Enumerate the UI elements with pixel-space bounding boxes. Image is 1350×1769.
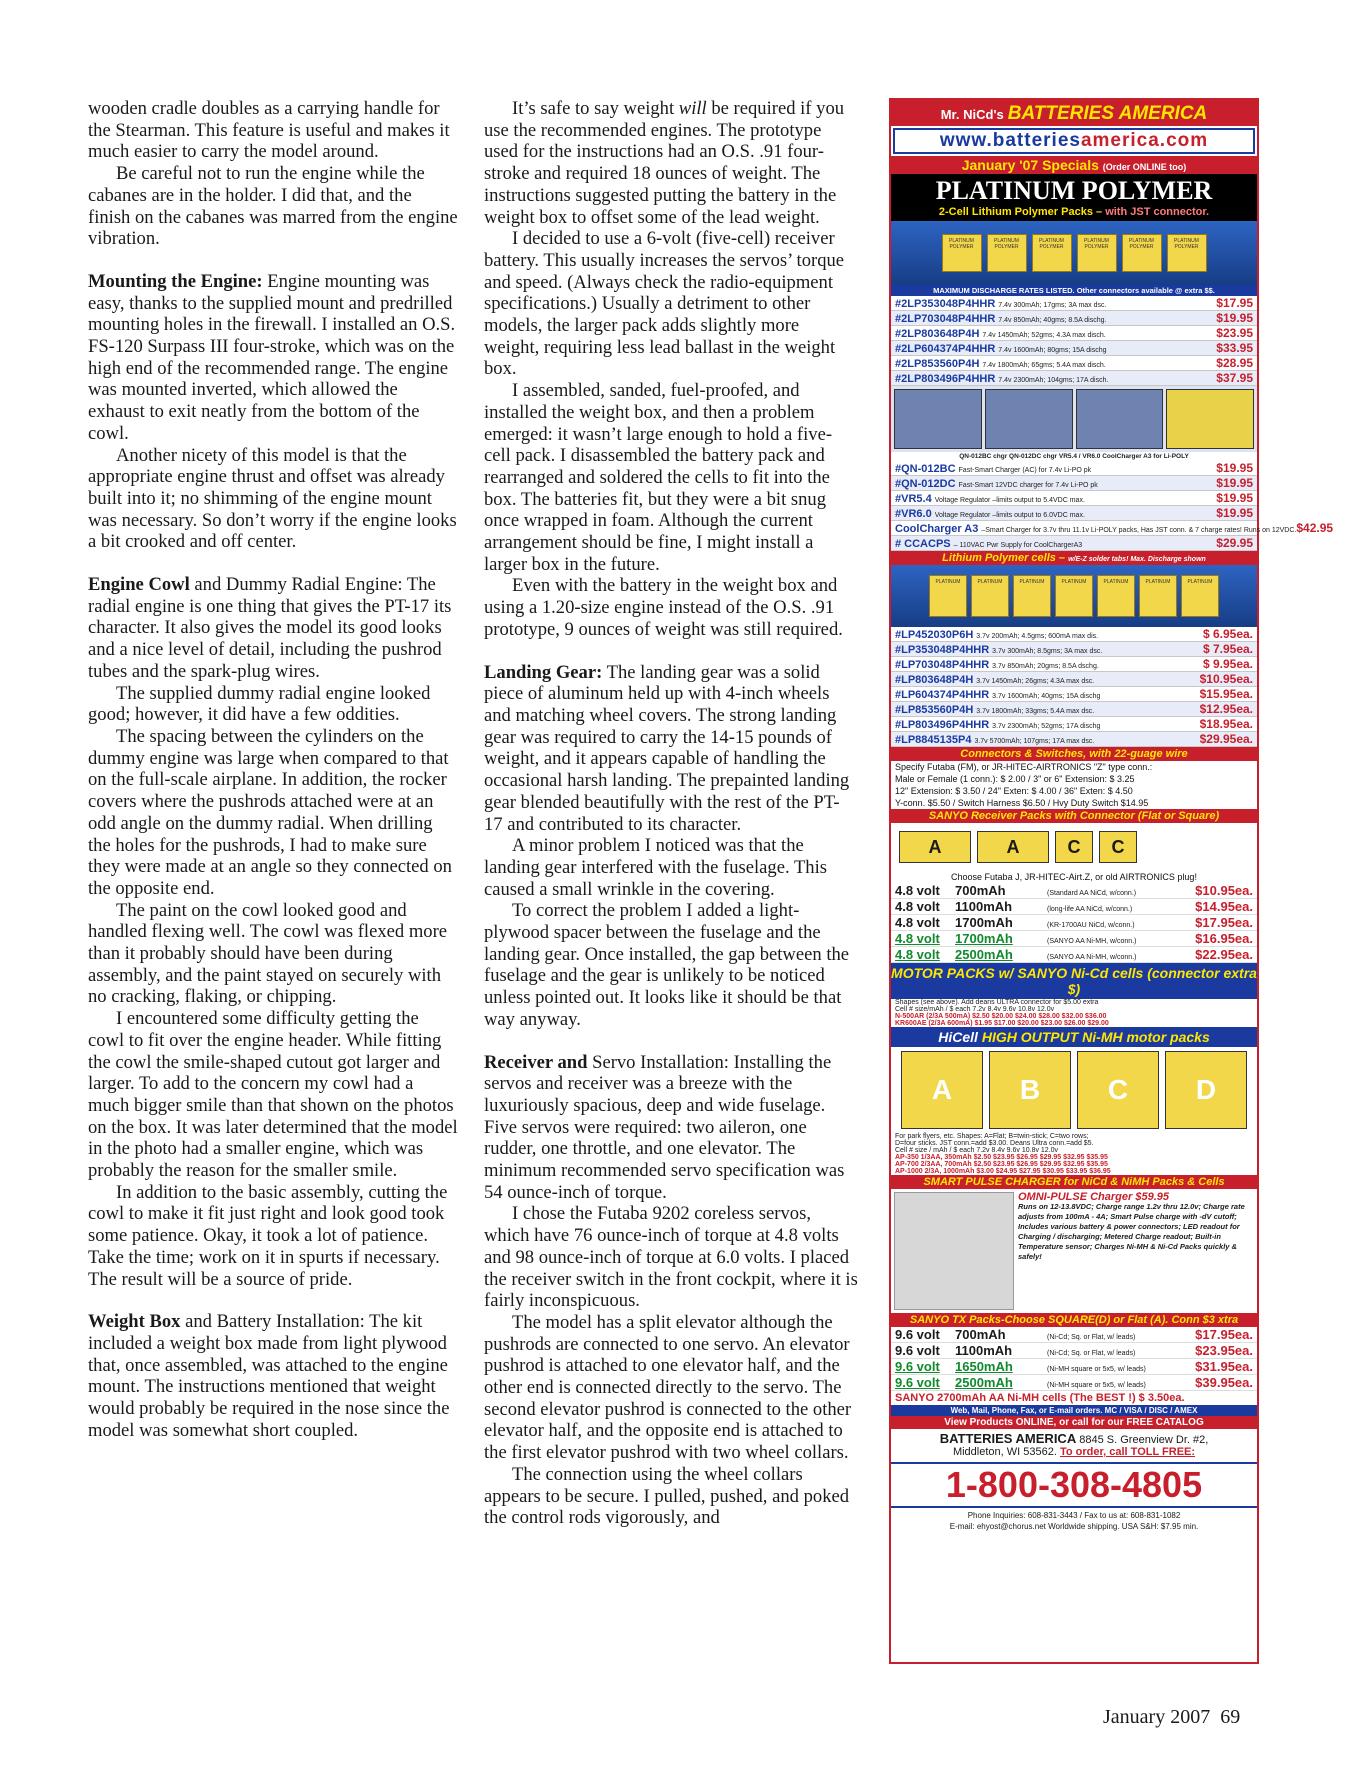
product-code: CoolCharger A3 bbox=[895, 523, 979, 535]
charger-list bbox=[891, 461, 1334, 551]
pack-note: (Ni-MH square or 5x5, w/ leads) bbox=[1047, 1382, 1146, 1389]
voltage: 4.8 volt bbox=[895, 931, 940, 946]
page-number: 69 bbox=[1220, 1706, 1241, 1728]
paragraph: I decided to use a 6-volt (five-cell) receiver battery. This usually increases the servos’ torque and speed. (Always check the radio-equipment specifications.) Usually a detriment to other models, the larger pack adds slightly more weight, requiring less lead ballast in the weight box. bbox=[484, 228, 845, 380]
cell-image: PLATINUM bbox=[1013, 575, 1051, 617]
lipo-cells-bar bbox=[891, 551, 1257, 565]
brand-small: Mr. NiCd's bbox=[940, 107, 1004, 122]
pack-shapes bbox=[891, 823, 1257, 871]
product-price: $17.95 bbox=[1216, 296, 1253, 310]
ad-line: Cell # size/mAh / $ each 7.2v 8.4v 9.6v 10.8v 12.0v bbox=[895, 1006, 1055, 1013]
paragraph-text: be required if you use the recommended engines. The prototype used for the instructions had an O.S. .91 four-stroke and required 18 ounces of weight. The instructions suggested putting the battery in the weight box to offset some of the lead weight. bbox=[484, 98, 845, 228]
pack-note: (Ni-Cd; Sq. or Flat, w/ leads) bbox=[1047, 1334, 1136, 1341]
pack-note: (SANYO AA Ni-MH, w/conn.) bbox=[1047, 938, 1137, 945]
price-row bbox=[891, 341, 1257, 356]
paragraph: The spacing between the cylinders on the dummy engine was large when compared to that on the full-scale airplane. In addition, the rocker covers where the pushrods attached were at an odd angle on the dummy radial. When drilling the holes for the pushrods, I had to make sure they were made at an angle so they connected on the opposite end. bbox=[88, 725, 452, 899]
battery-pack-image: PLATINUM POLYMER bbox=[1032, 234, 1072, 272]
product-spec: 3.7v 5700mAh; 107gms; 17A max dsc. bbox=[974, 738, 1095, 745]
ad-line: N-500AR (2/3A 500mA) $2.50 $20.00 $24.00 $28.00 $32.00 $36.00 bbox=[895, 1013, 1107, 1020]
product-spec: 3.7v 1600mAh; 40gms; 15A dischg bbox=[992, 693, 1101, 700]
product-code: #2LP353048P4HHR bbox=[895, 298, 996, 310]
sub-text: 2-Cell Lithium Polymer Packs – bbox=[938, 206, 1106, 218]
hicell-title: HIGH OUTPUT Ni-MH motor packs bbox=[981, 1029, 1210, 1045]
price-row bbox=[891, 702, 1257, 717]
charger-photo bbox=[891, 386, 1257, 452]
price-row bbox=[891, 521, 1334, 536]
paragraph: I chose the Futaba 9202 coreless servos, which have 76 ounce-inch of torque at 4.8 volts and 98 ounce-inch of torque at 6.0 volts. I placed the receiver switch in the front cockpit, where it is fairly inconspicuous. bbox=[484, 1203, 858, 1312]
paragraph-text: and Dummy Radial Engine: The radial engine is one thing that gives the PT-17 its character. It also gives the model its good looks and a nice level of detail, including the pushrod tubes and the spark-plug wires. bbox=[88, 574, 452, 682]
pulse-charger-bar: SMART PULSE CHARGER for NiCd & NiMH Packs & Cells bbox=[891, 1175, 1257, 1189]
product-code: #2LP604374P4HHR bbox=[895, 343, 996, 355]
product-code: #LP452030P6H bbox=[895, 629, 974, 641]
product-price: $ 7.95ea. bbox=[1202, 642, 1253, 656]
product-code: #2LP853560P4H bbox=[895, 358, 980, 370]
product-code: #QN-012BC bbox=[895, 463, 956, 475]
tx-pack-list bbox=[891, 1327, 1257, 1391]
ad-line: For park flyers, etc. Shapes: A=Flat; B=twin-stick; C=two rows; bbox=[895, 1133, 1089, 1140]
pack-price: $23.95ea. bbox=[1195, 1343, 1253, 1358]
pulse-title: OMNI-PULSE Charger $59.95 bbox=[1018, 1191, 1169, 1203]
voltage: 9.6 volt bbox=[895, 1327, 940, 1342]
battery-pack-image: PLATINUM POLYMER bbox=[1077, 234, 1117, 272]
pulse-charger bbox=[891, 1189, 1257, 1313]
pack-row bbox=[891, 1359, 1257, 1375]
product-code: #VR6.0 bbox=[895, 508, 932, 520]
product-price: $19.95 bbox=[1216, 461, 1253, 475]
page-footer bbox=[1103, 1706, 1240, 1729]
pack-row bbox=[891, 1343, 1257, 1359]
price-row bbox=[891, 476, 1257, 491]
ad-line: Cell # size / mAh / $ each 7.2v 8.4v 9.6v 10.8v 12.0v bbox=[895, 1147, 1059, 1154]
ad-line: 12" Extension: $ 3.50 / 24" Exten: $ 4.00 / 36" Exten: $ 4.50 bbox=[895, 786, 1133, 796]
address-line: Middleton, WI 53562. bbox=[952, 1446, 1057, 1458]
product-spec: Fast-Smart Charger (AC) for 7.4v Li-PO pk bbox=[958, 467, 1092, 474]
paragraph bbox=[484, 98, 858, 228]
product-price: $10.95ea. bbox=[1199, 672, 1253, 686]
cell-image: PLATINUM bbox=[1097, 575, 1135, 617]
paragraph: I encountered some difficulty getting the cowl to fit over the engine header. While fitting the cowl the smile-shaped cutout got larger and larger. To add to the concern my cowl had a much bigger smile than that shown on the photos on the box. It was later determined that the model in the photo had a smaller engine, which was probably the reason for the smaller smile. bbox=[88, 1008, 458, 1182]
order-bar: Web, Mail, Phone, Fax, or E-mail orders. MC / VISA / DISC / AMEX bbox=[891, 1405, 1257, 1416]
paragraph: The model has a split elevator although the pushrods are connected to one servo. An elevator pushrod is attached to one elevator half, and the other end is connected directly to the servo. The second elevator pushrod is connected to the other elevator half, and the opposite end is attached to the first elevator pushrod with two wheel collars. bbox=[484, 1311, 852, 1464]
pack-row bbox=[891, 947, 1257, 963]
voltage: 4.8 volt bbox=[895, 899, 940, 914]
motor-pack-table bbox=[891, 999, 1257, 1027]
ad-line: Male or Female (1 conn.): $ 2.00 / 3" or 6" Extension: $ 3.25 bbox=[895, 774, 1135, 784]
battery-pack-image: PLATINUM POLYMER bbox=[1122, 234, 1162, 272]
pulse-description: Runs on 12-13.8VDC; Charge range 1.2v thru 12.0v; Charge rate adjusts from 100mA - 4A; Smart Pulse charge with -dV cutoff; Includes various battery & power connectors; LED readout for Charging / discharging; Metered Charge readout; Built-in Temperature sensor; Charges Ni-MH & Ni-Cd Packs quickly & safely! bbox=[1018, 1202, 1245, 1261]
product-price: $23.95 bbox=[1216, 326, 1253, 340]
hicell-table bbox=[891, 1133, 1257, 1175]
motor-packs-bar: MOTOR PACKS w/ SANYO Ni-Cd cells (connector extra $) bbox=[891, 965, 1257, 997]
charger-image bbox=[894, 389, 982, 449]
hicell-shape: D bbox=[1165, 1051, 1247, 1129]
product-code: #LP803496P4HHR bbox=[895, 719, 990, 731]
product-spec: Voltage Regulator –limits output to 6.0VDC max. bbox=[934, 512, 1085, 519]
paragraph: I assembled, sanded, fuel-proofed, and installed the weight box, and then a problem emerged: it wasn’t large enough to hold a five-cell pack. I disassembled the battery pack and rearranged and soldered the cells to fit into the box. The batteries fit, but they were a bit snug once wrapped in foam. Although the current arrangement should be fine, I might install a larger box in the future. bbox=[484, 380, 833, 575]
product-spec: 7.4v 1600mAh; 80gms; 15A dischg bbox=[998, 347, 1107, 354]
bar-note: w/E-Z solder tabs! Max. Discharge shown bbox=[1068, 556, 1206, 563]
product-price: $33.95 bbox=[1216, 341, 1253, 355]
product-price: $19.95 bbox=[1216, 491, 1253, 505]
hicell-shapes bbox=[891, 1047, 1257, 1133]
ad-line: D=four sticks. JST conn.=add $3.00. Deans Ultra conn.=add $5. bbox=[895, 1140, 1094, 1147]
paragraph: Another nicety of this model is that the appropriate engine thrust and offset was already built into it; no shimming of the engine mount was necessary. So don’t worry if the engine looks a bit crooked and off center. bbox=[88, 444, 457, 553]
pack-price: $10.95ea. bbox=[1195, 883, 1253, 898]
pack-row bbox=[891, 1375, 1257, 1391]
connector-list bbox=[891, 761, 1257, 809]
paragraph-landing-gear bbox=[484, 662, 858, 836]
product-spec: 3.7v 850mAh; 20gms; 8.5A dschg. bbox=[992, 663, 1099, 670]
subhead-mounting: Mounting the Engine: bbox=[88, 270, 263, 292]
receiver-pack-list bbox=[891, 883, 1257, 963]
paragraph-text: The landing gear was a solid piece of aluminum held up with 4-inch wheels and matching wheel covers. The strong landing gear was required to carry the 14-15 pounds of weight, and it appears capable of handling the occasional harsh landing. The prepainted landing gear blended beautifully with the rest of the PT-17 and contributed to its character. bbox=[484, 661, 850, 835]
pack-price: $16.95ea. bbox=[1195, 931, 1253, 946]
product-spec: 7.4v 300mAh; 17gms; 3A max dsc. bbox=[998, 302, 1107, 309]
product-code: #LP703048P4HHR bbox=[895, 659, 990, 671]
capacity: 700mAh bbox=[955, 1327, 1006, 1342]
product-code: #LP853560P4H bbox=[895, 704, 974, 716]
coolcharger-image bbox=[1166, 389, 1254, 449]
address bbox=[891, 1429, 1257, 1460]
charger-caption: QN-012BC chgr QN-012DC chgr VR5.4 / VR6.0 CoolCharger A3 for Li-POLY bbox=[959, 453, 1189, 460]
product-price: $ 9.95ea. bbox=[1202, 657, 1253, 671]
pack-note: (SANYO AA Ni-MH, w/conn.) bbox=[1047, 954, 1137, 961]
price-row bbox=[891, 717, 1257, 732]
price-row bbox=[891, 672, 1257, 687]
specials-banner bbox=[891, 156, 1257, 174]
toll-free-number: 1-800-308-4805 bbox=[891, 1462, 1257, 1508]
product-spec: Fast-Smart 12VDC charger for 7.4v Li-PO pk bbox=[958, 482, 1098, 489]
paragraph-text: and Battery Installation: The kit included a weight box made from light plywood that, once assembled, was attached to the engine mount. The instructions mentioned that weight would probably be required in the nose since the model was somewhat short coupled. bbox=[88, 1311, 450, 1441]
subhead-weightbox: Weight Box bbox=[88, 1311, 181, 1333]
cell-image: PLATINUM bbox=[1055, 575, 1093, 617]
pack-row bbox=[891, 883, 1257, 899]
hicell-shape: A bbox=[901, 1051, 983, 1129]
product-code: #VR5.4 bbox=[895, 493, 932, 505]
price-row bbox=[891, 687, 1257, 702]
voltage: 9.6 volt bbox=[895, 1343, 940, 1358]
cell-image: PLATINUM bbox=[971, 575, 1009, 617]
cell-image: PLATINUM bbox=[1181, 575, 1219, 617]
issue-date: January 2007 bbox=[1103, 1706, 1211, 1728]
price-row bbox=[891, 311, 1257, 326]
product-code: #LP353048P4HHR bbox=[895, 644, 990, 656]
choose-plug: Choose Futaba J, JR-HITEC-Airt.Z, or old AIRTRONICS plug! bbox=[951, 872, 1197, 882]
phone-inquiries: Phone Inquiries: 608-831-3443 / Fax to us at: 608-831-1082 bbox=[967, 1511, 1181, 1520]
product-price: $19.95 bbox=[1216, 506, 1253, 520]
battery-pack-image: PLATINUM POLYMER bbox=[987, 234, 1027, 272]
price-row bbox=[891, 371, 1257, 386]
sanyo-receiver-bar: SANYO Receiver Packs with Connector (Flat or Square) bbox=[891, 809, 1257, 823]
cell-image: PLATINUM bbox=[929, 575, 967, 617]
voltage: 4.8 volt bbox=[895, 947, 940, 962]
product-spec: 7.4v 850mAh; 40gms; 8.5A dischg. bbox=[998, 317, 1107, 324]
view-bar: View Products ONLINE, or call for our FREE CATALOG bbox=[891, 1416, 1257, 1429]
pack-note: (KR-1700AU NiCd, w/conn.) bbox=[1047, 922, 1135, 929]
battery-pack-image: PLATINUM POLYMER bbox=[942, 234, 982, 272]
pulse-charger-image bbox=[894, 1192, 1014, 1310]
charger-image bbox=[985, 389, 1073, 449]
shape-letter: C bbox=[1099, 831, 1137, 863]
pack-price: $31.95ea. bbox=[1195, 1359, 1253, 1374]
paragraph: In addition to the basic assembly, cutting the cowl to make it fit just right and look good took some patience. Okay, it took a lot of patience. Take the time; work on it in spurts if necessary. The result will be a source of pride. bbox=[88, 1181, 448, 1290]
battery-pack-image: PLATINUM POLYMER bbox=[1167, 234, 1207, 272]
pack-note: (Ni-MH square or 5x5, w/ leads) bbox=[1047, 1366, 1146, 1373]
pack-note: (Standard AA NiCd, w/conn.) bbox=[1047, 890, 1137, 897]
pack-row bbox=[891, 915, 1257, 931]
paragraph-text: It’s safe to say weight bbox=[512, 98, 679, 119]
article-column-middle bbox=[484, 98, 858, 1529]
ad-line: AP-1000 2/3A, 1000mAh $3.00 $24.95 $27.95 $30.95 $33.95 $36.95 bbox=[895, 1168, 1111, 1175]
pack-row bbox=[891, 1327, 1257, 1343]
paragraph: Be careful not to run the engine while the cabanes are in the holder. I did that, and the finish on the cabanes was marred from the engine vibration. bbox=[88, 163, 458, 250]
hicell-bar bbox=[891, 1027, 1257, 1047]
cell-image: PLATINUM bbox=[1139, 575, 1177, 617]
ad-line: Y-conn. $5.50 / Switch Harness $6.50 / Hvy Duty Switch $14.95 bbox=[895, 798, 1149, 808]
ad-line: Specify Futaba (FM), or JR-HITEC-AIRTRONICS "Z" type conn.: bbox=[895, 762, 1153, 772]
pack-row bbox=[891, 931, 1257, 947]
product-price: $15.95ea. bbox=[1199, 687, 1253, 701]
paragraph-text: Engine mounting was easy, thanks to the supplied mount and predrilled mounting holes in the firewall. I installed an O.S. FS-120 Surpass III four-stroke, which was on the high end of the recommended range. The engine was mounted inverted, which allowed the exhaust to exit neatly from the bottom of the cowl. bbox=[88, 270, 456, 444]
pack-row bbox=[891, 899, 1257, 915]
shape-letter: A bbox=[899, 831, 971, 863]
product-price: $28.95 bbox=[1216, 356, 1253, 370]
product-spec: 7.4v 1450mAh; 52gms; 4.3A max disch. bbox=[982, 332, 1106, 339]
product-spec: 7.4v 1800mAh; 65gms; 5.4A max disch. bbox=[982, 362, 1106, 369]
product-code: #2LP803496P4HHR bbox=[895, 373, 996, 385]
product-price: $19.95 bbox=[1216, 311, 1253, 325]
capacity: 1650mAh bbox=[955, 1359, 1013, 1374]
product-price: $37.95 bbox=[1216, 371, 1253, 385]
shape-letter: A bbox=[977, 831, 1049, 863]
pack-note: (Ni-Cd; Sq. or Flat, w/ leads) bbox=[1047, 1350, 1136, 1357]
pack-photo bbox=[891, 221, 1257, 285]
tx-packs-bar: SANYO TX Packs-Choose SQUARE(D) or Flat (A). Conn $3 xtra bbox=[891, 1313, 1257, 1327]
ad-line: Shapes (see above). Add deans ULTRA connector for $5.00 extra bbox=[895, 999, 1099, 1006]
two-cell-pack-list bbox=[891, 296, 1257, 386]
product-spec: 3.7v 1800mAh; 33gms; 5.4A max dsc. bbox=[976, 708, 1095, 715]
url-part: america.com bbox=[1080, 130, 1209, 151]
max-discharge-bar: MAXIMUM DISCHARGE RATES LISTED. Other connectors available @ extra $$. bbox=[891, 285, 1257, 296]
subhead-landing-gear: Landing Gear: bbox=[484, 661, 603, 683]
paragraph-mounting bbox=[88, 271, 458, 445]
hicell-brand: HiCell bbox=[938, 1029, 978, 1045]
sanyo-aa: SANYO 2700mAh AA Ni-MH cells (The BEST !) $ 3.50ea. bbox=[895, 1392, 1185, 1404]
hicell-shape: B bbox=[989, 1051, 1071, 1129]
voltage: 9.6 volt bbox=[895, 1375, 940, 1390]
shape-letter: C bbox=[1055, 831, 1093, 863]
ad-url bbox=[893, 128, 1255, 154]
emphasis: will bbox=[678, 98, 707, 119]
product-code: #QN-012DC bbox=[895, 478, 956, 490]
specials-note: (Order ONLINE too) bbox=[1102, 162, 1187, 172]
brand-name: BATTERIES AMERICA bbox=[1007, 103, 1208, 124]
paragraph: To correct the problem I added a light-plywood spacer between the fuselage and the landing gear. Once installed, the gap between the fuselage and the gear is unlikely to be noticed unless pointed out. It looks like it should be that way anyway. bbox=[484, 900, 850, 1030]
paragraph-cowl bbox=[88, 574, 458, 683]
voltage: 9.6 volt bbox=[895, 1359, 940, 1374]
capacity: 2500mAh bbox=[955, 947, 1013, 962]
article-column-left bbox=[88, 98, 458, 1441]
price-row bbox=[891, 506, 1257, 521]
product-code: #2LP803648P4H bbox=[895, 328, 980, 340]
batteries-america-ad bbox=[889, 98, 1334, 1664]
platinum-sub bbox=[891, 206, 1257, 221]
product-price: $42.95 bbox=[1296, 521, 1334, 535]
url-part: www.batteries bbox=[939, 130, 1081, 151]
voltage: 4.8 volt bbox=[895, 915, 940, 930]
product-price: $18.95ea. bbox=[1199, 717, 1253, 731]
pack-price: $14.95ea. bbox=[1195, 899, 1253, 914]
product-spec: – 110VAC Pwr Supply for CoolChargerA3 bbox=[953, 542, 1083, 549]
product-price: $29.95 bbox=[1216, 536, 1253, 550]
price-row bbox=[891, 642, 1257, 657]
bar-text: Lithium Polymer cells – bbox=[942, 552, 1066, 564]
ad-header bbox=[891, 100, 1257, 126]
sub-text: with JST connector. bbox=[1105, 206, 1210, 218]
paragraph: The supplied dummy radial engine looked good; however, it did have a few oddities. bbox=[88, 682, 431, 726]
capacity: 1700mAh bbox=[955, 931, 1013, 946]
capacity: 1100mAh bbox=[955, 899, 1013, 914]
subhead-cowl: Engine Cowl bbox=[88, 574, 190, 596]
cells-photo bbox=[891, 565, 1257, 627]
product-price: $ 6.95ea. bbox=[1202, 627, 1253, 641]
price-row bbox=[891, 356, 1257, 371]
product-price: $12.95ea. bbox=[1199, 702, 1253, 716]
paragraph-receiver bbox=[484, 1052, 858, 1204]
price-row bbox=[891, 536, 1257, 551]
email-line: E-mail: ehyost@chorus.net Worldwide shipping. USA S&H: $7.95 min. bbox=[949, 1522, 1199, 1531]
product-price: $19.95 bbox=[1216, 476, 1253, 490]
product-spec: 3.7v 200mAh; 4.5gms; 600mA max dis. bbox=[976, 633, 1099, 640]
price-row bbox=[891, 732, 1257, 747]
price-row bbox=[891, 461, 1257, 476]
product-code: #LP8845135P4 bbox=[895, 734, 972, 746]
product-spec: 7.4v 2300mAh; 104gms; 17A disch. bbox=[998, 377, 1109, 384]
capacity: 1100mAh bbox=[955, 1343, 1013, 1358]
product-spec: 3.7v 300mAh; 8.5gms; 3A max dsc. bbox=[992, 648, 1103, 655]
product-code: #2LP703048P4HHR bbox=[895, 313, 996, 325]
ad-line: AP-350 1/3AA, 350mAh $2.50 $23.95 $26.95 $29.95 $32.95 $35.95 bbox=[895, 1154, 1108, 1161]
product-spec: Voltage Regulator –limits output to 5.4VDC max. bbox=[934, 497, 1085, 504]
paragraph: The connection using the wheel collars appears to be secure. I pulled, pushed, and poked the control rods vigorously, and bbox=[484, 1463, 850, 1529]
toll-free-label: To order, call TOLL FREE: bbox=[1059, 1446, 1196, 1458]
subhead-receiver: Receiver and bbox=[484, 1051, 588, 1073]
platinum-heading: PLATINUM POLYMER bbox=[891, 174, 1257, 206]
regulator-image bbox=[1076, 389, 1164, 449]
paragraph: Even with the battery in the weight box and using a 1.20-size engine instead of the O.S. .91 prototype, 9 ounces of weight was still required. bbox=[484, 575, 843, 640]
hicell-shape: C bbox=[1077, 1051, 1159, 1129]
product-spec: 3.7v 1450mAh; 26gms; 4.3A max dsc. bbox=[976, 678, 1095, 685]
paragraph: The paint on the cowl looked good and handled flexing well. The cowl was flexed more than it probably should have been during assembly, and the paint stayed on securely with no cracking, flaking, or chipping. bbox=[88, 899, 448, 1008]
pack-price: $22.95ea. bbox=[1195, 947, 1253, 962]
specials-title: January '07 Specials bbox=[961, 157, 1099, 173]
voltage: 4.8 volt bbox=[895, 883, 940, 898]
price-row bbox=[891, 627, 1257, 642]
price-row bbox=[891, 326, 1257, 341]
product-spec: –Smart Charger for 3.7v thru 11.1v Li-POLY packs, Has JST conn. & 7 charge rates! Runs on 12VDC. bbox=[981, 527, 1297, 534]
product-price: $29.95ea. bbox=[1199, 732, 1253, 746]
capacity: 700mAh bbox=[955, 883, 1006, 898]
address-line: 8845 S. Greenview Dr. #2, bbox=[1079, 1434, 1209, 1446]
company-name: BATTERIES AMERICA bbox=[939, 1431, 1077, 1446]
price-row bbox=[891, 657, 1257, 672]
product-spec: 3.7v 2300mAh; 52gms; 17A dischg bbox=[992, 723, 1101, 730]
product-code: #LP803648P4H bbox=[895, 674, 974, 686]
pack-price: $17.95ea. bbox=[1195, 1327, 1253, 1342]
capacity: 2500mAh bbox=[955, 1375, 1013, 1390]
capacity: 1700mAh bbox=[955, 915, 1013, 930]
pack-price: $17.95ea. bbox=[1195, 915, 1253, 930]
product-code: #LP604374P4HHR bbox=[895, 689, 990, 701]
paragraph: wooden cradle doubles as a carrying handle for the Stearman. This feature is useful and makes it much easier to carry the model around. bbox=[88, 98, 450, 163]
pack-price: $39.95ea. bbox=[1195, 1375, 1253, 1390]
ad-line: KR600AE (2/3A 600mA) $1.95 $17.00 $20.00 $23.00 $26.00 $29.00 bbox=[895, 1020, 1109, 1027]
pack-note: (long-life AA NiCd, w/conn.) bbox=[1047, 906, 1133, 913]
paragraph-text: Servo Installation: Installing the servos and receiver was a breeze with the luxuriously spacious, deep and wide fuselage. Five servos were required: two aileron, one rudder, one throttle, and one elevator. The minimum recommended servo specification was 54 ounce-inch of torque. bbox=[484, 1051, 845, 1203]
price-row bbox=[891, 491, 1257, 506]
lipo-cell-list bbox=[891, 627, 1257, 747]
price-row bbox=[891, 296, 1257, 311]
paragraph-weightbox bbox=[88, 1311, 458, 1441]
paragraph: A minor problem I noticed was that the landing gear interfered with the fuselage. This caused a small wrinkle in the covering. bbox=[484, 835, 828, 900]
ad-line: AP-700 2/3AA, 700mAh $2.50 $23.95 $26.95 $29.95 $32.95 $35.95 bbox=[895, 1161, 1108, 1168]
connectors-bar: Connectors & Switches, with 22-guage wire bbox=[891, 747, 1257, 761]
pulse-charger-text bbox=[1018, 1192, 1254, 1310]
product-code: # CCACPS bbox=[895, 538, 951, 550]
